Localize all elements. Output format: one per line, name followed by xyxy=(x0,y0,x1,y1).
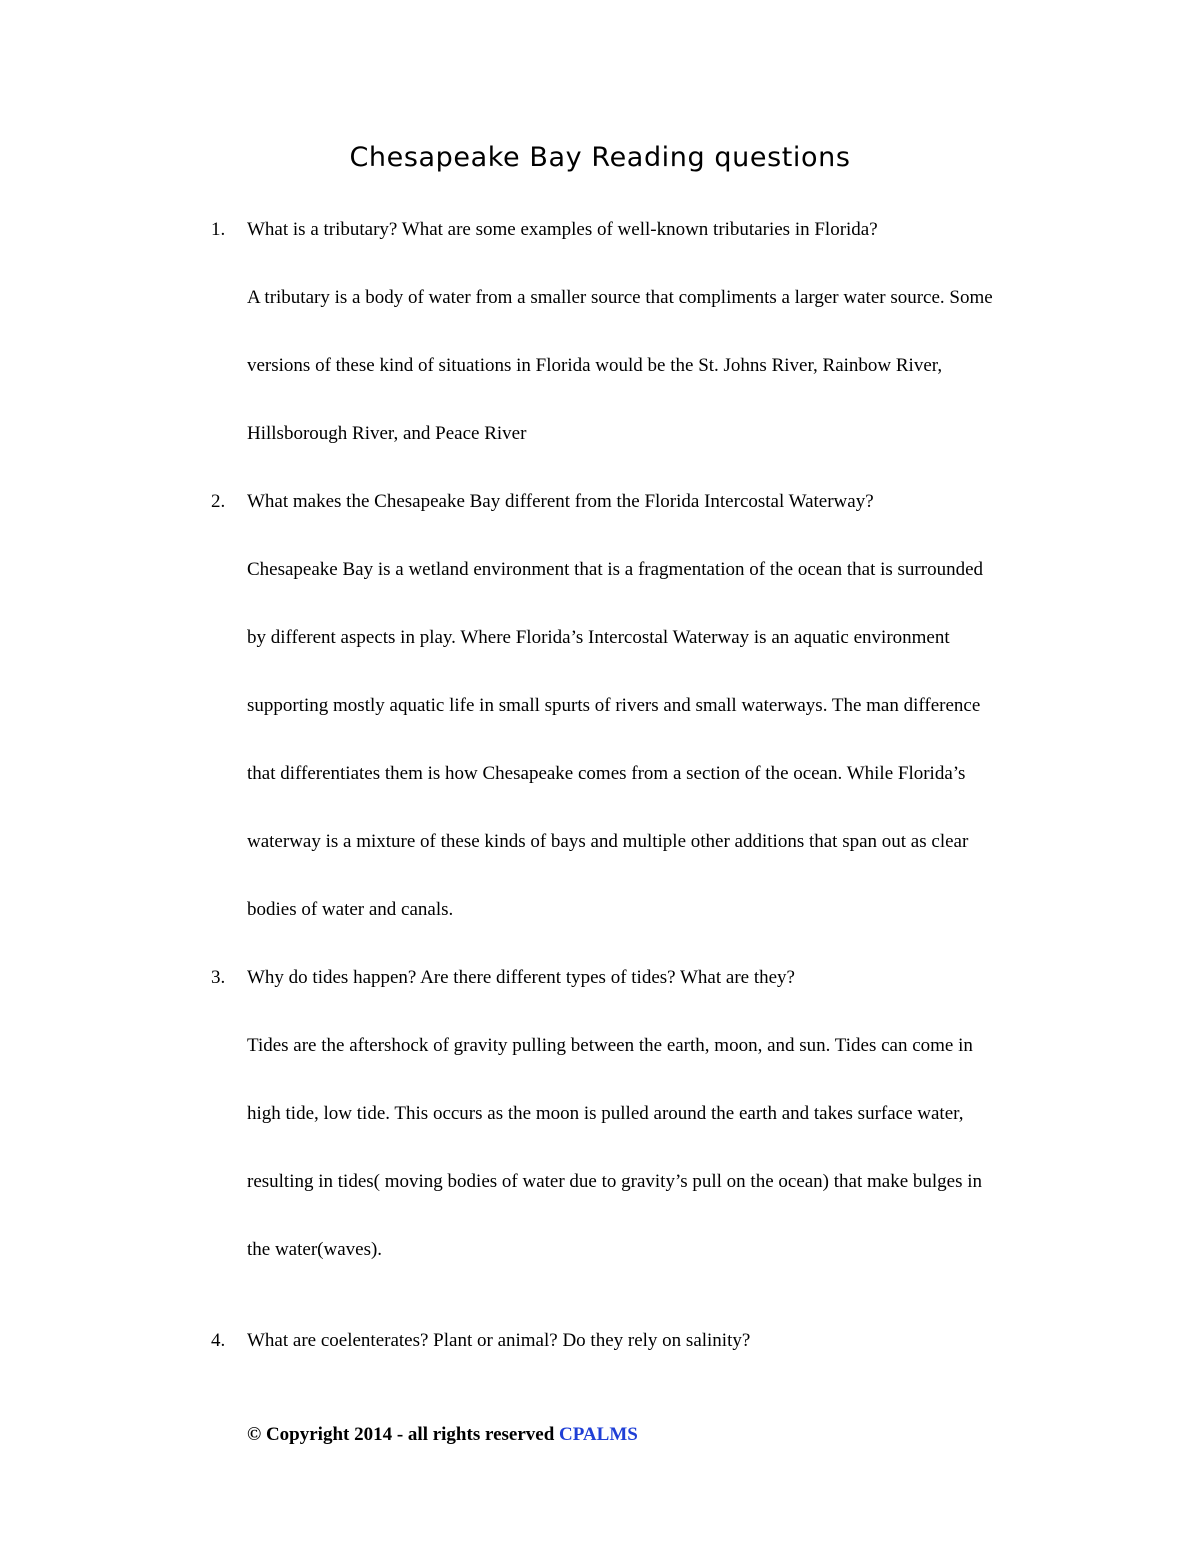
answer-line-2-3: supporting mostly aquatic life in small spurts of rivers and small waterways. The man difference xyxy=(247,695,981,716)
answer-line-3-1: Tides are the aftershock of gravity pulling between the earth, moon, and sun. Tides can come in xyxy=(247,1035,973,1056)
answer-line-2-6: bodies of water and canals. xyxy=(247,899,454,920)
document-title: Chesapeake Bay Reading questions xyxy=(349,142,851,173)
answer-line-1-1: A tributary is a body of water from a smaller source that compliments a larger water source. Some xyxy=(247,287,993,308)
copyright-text: © Copyright 2014 - all rights reserved xyxy=(247,1424,555,1445)
answer-line-2-1: Chesapeake Bay is a wetland environment that is a fragmentation of the ocean that is surrounded xyxy=(247,559,984,580)
answer-line-2-2: by different aspects in play. Where Florida’s Intercostal Waterway is an aquatic environment xyxy=(247,627,950,648)
question-text-4: What are coelenterates? Plant or animal? Do they rely on salinity? xyxy=(247,1330,751,1351)
answer-line-2-5: waterway is a mixture of these kinds of bays and multiple other additions that span out as clear xyxy=(247,831,969,852)
question-number-3: 3. xyxy=(211,967,226,988)
question-text-1: What is a tributary? What are some examples of well-known tributaries in Florida? xyxy=(247,219,878,240)
cpalms-brand-link[interactable]: CPALMS xyxy=(559,1424,638,1445)
answer-line-2-4: that differentiates them is how Chesapeake comes from a section of the ocean. While Florida’s xyxy=(247,763,966,784)
answer-line-3-2: high tide, low tide. This occurs as the moon is pulled around the earth and takes surface water, xyxy=(247,1103,964,1124)
copyright-footer xyxy=(247,1421,638,1449)
question-number-2: 2. xyxy=(211,491,226,512)
question-text-2: What makes the Chesapeake Bay different from the Florida Intercostal Waterway? xyxy=(247,491,874,512)
answer-line-1-3: Hillsborough River, and Peace River xyxy=(247,423,527,444)
answer-line-1-2: versions of these kind of situations in Florida would be the St. Johns River, Rainbow River, xyxy=(247,355,943,376)
question-text-3: Why do tides happen? Are there different types of tides? What are they? xyxy=(247,967,795,988)
question-number-4: 4. xyxy=(211,1330,226,1351)
answer-line-3-4: the water(waves). xyxy=(247,1239,383,1260)
answer-line-3-3: resulting in tides( moving bodies of water due to gravity’s pull on the ocean) that make bulges in xyxy=(247,1171,983,1192)
question-number-1: 1. xyxy=(211,219,226,240)
